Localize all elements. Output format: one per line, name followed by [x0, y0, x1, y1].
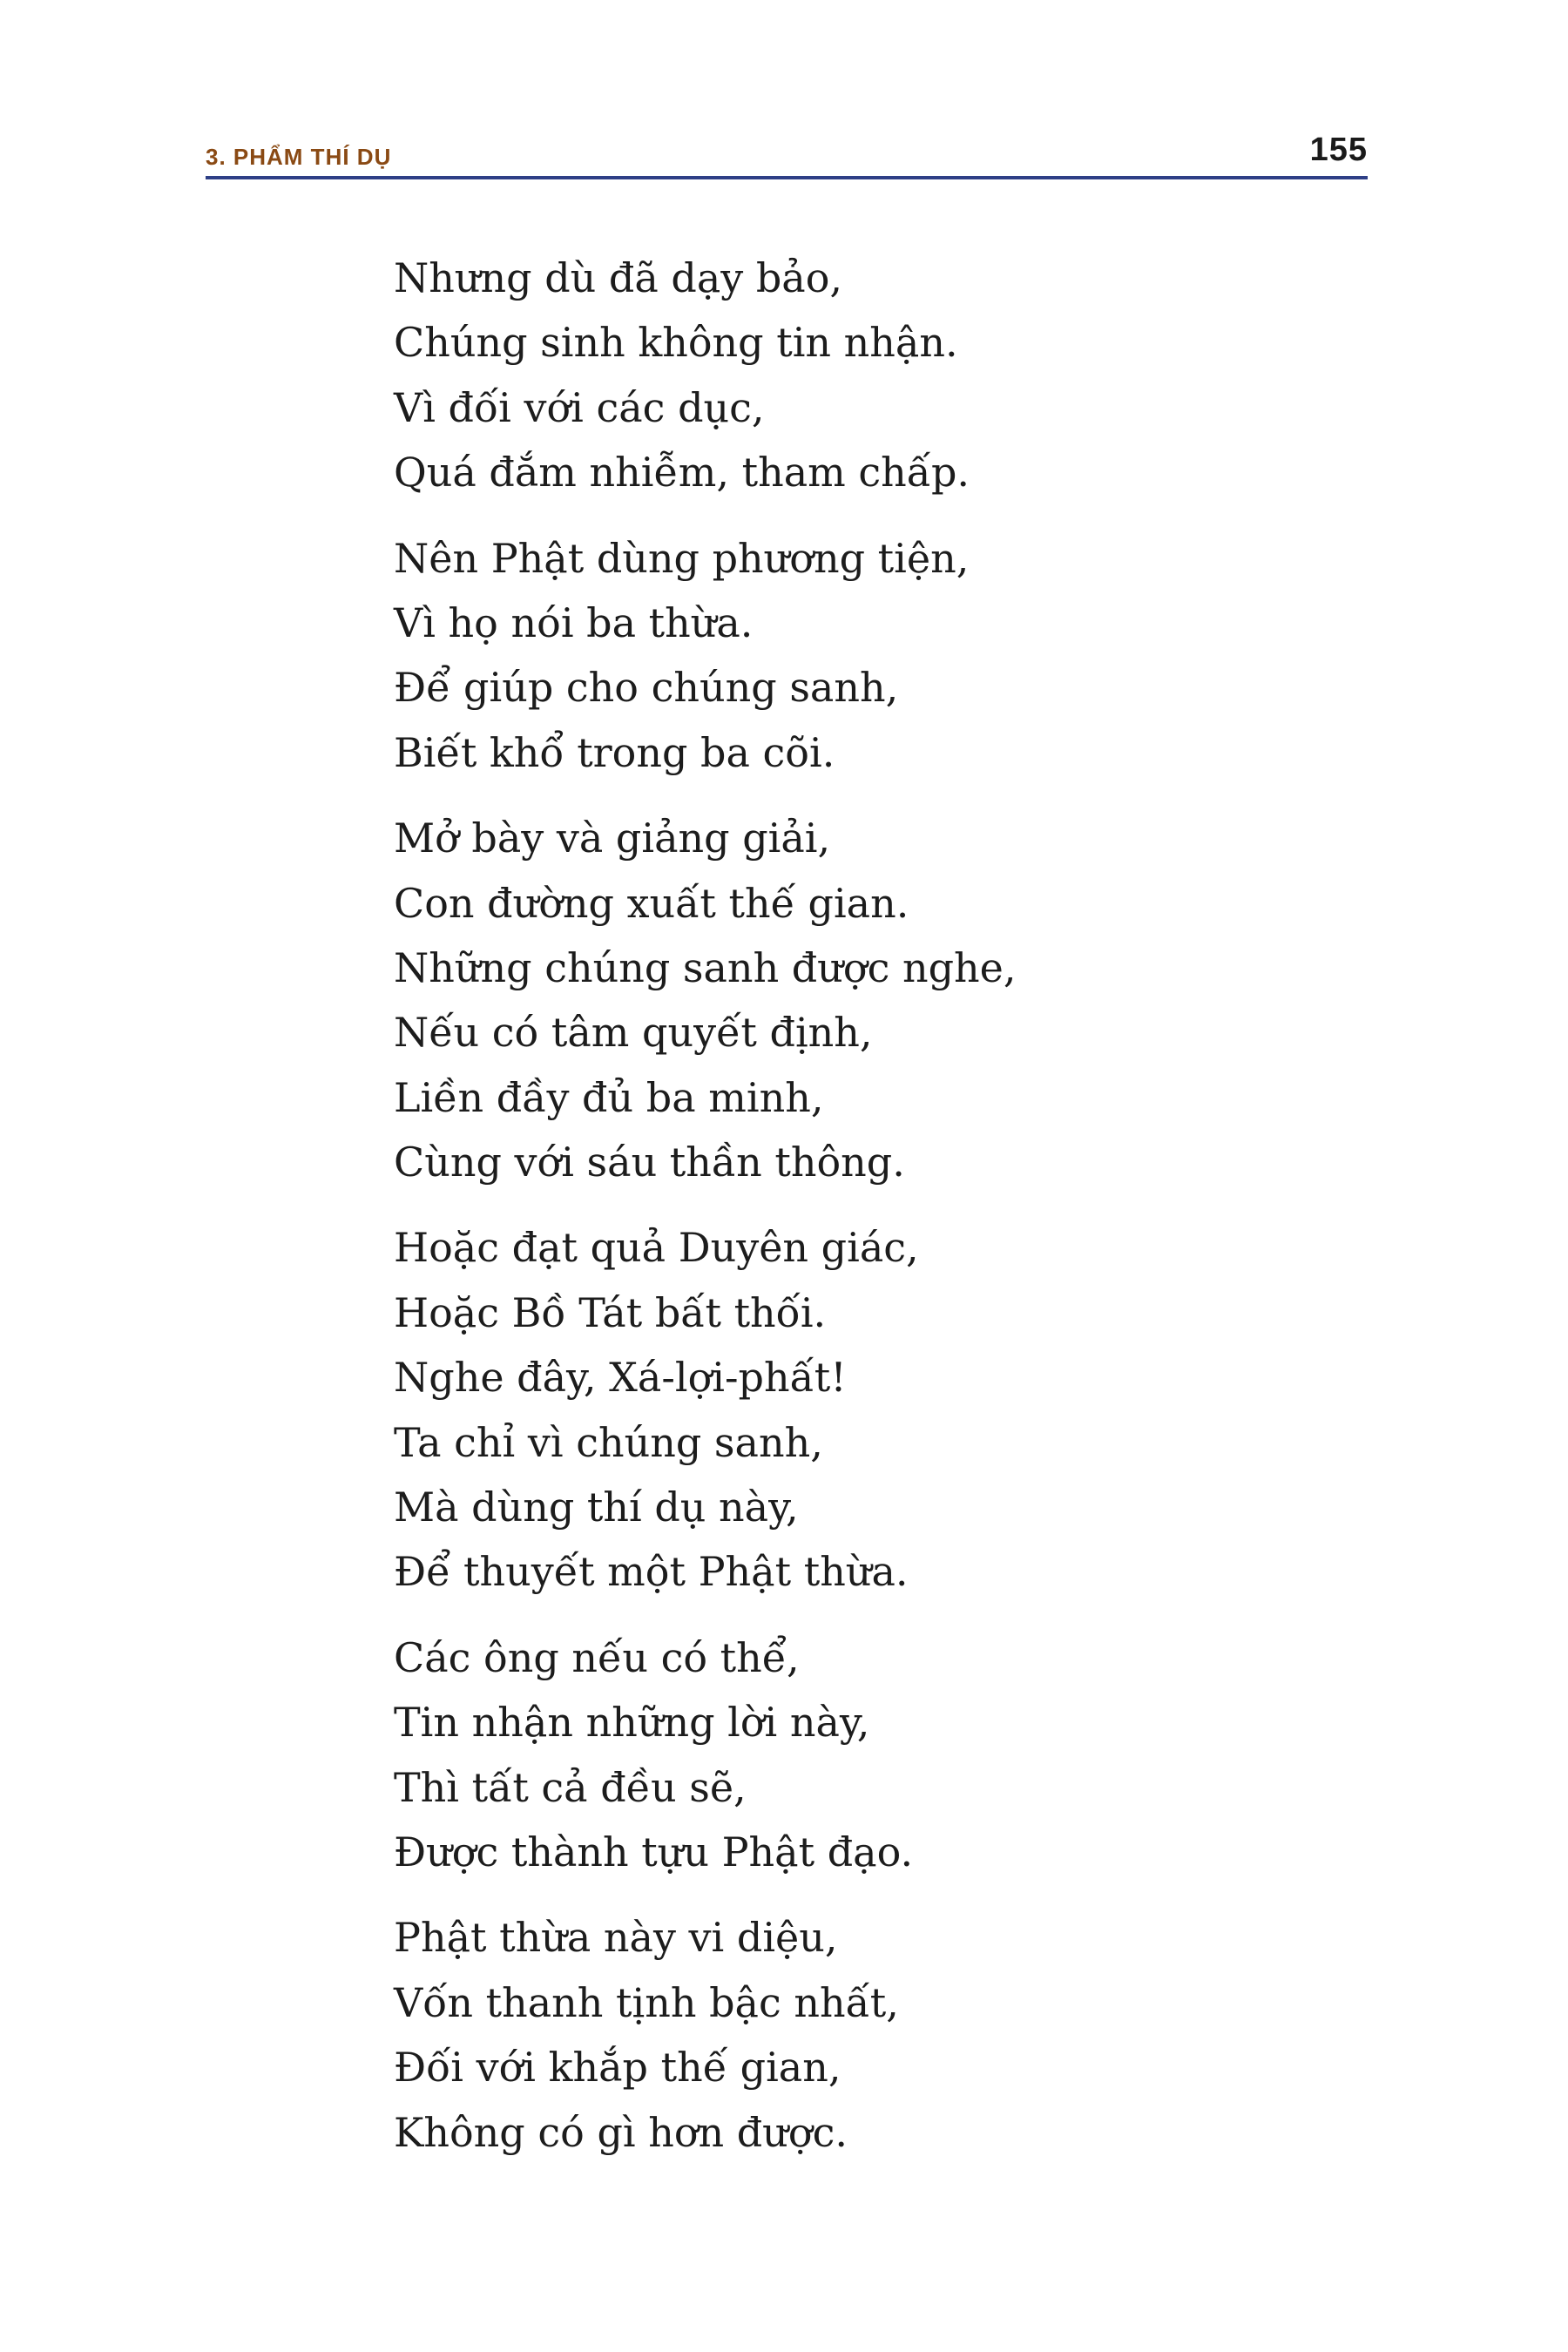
- poem-line: Biết khổ trong ba cõi.: [394, 728, 835, 776]
- poem-line: Thì tất cả đều sẽ,: [394, 1763, 747, 1811]
- poem-line: Con đường xuất thế gian.: [394, 879, 909, 927]
- poem-line: Quá đắm nhiễm, tham chấp.: [394, 449, 970, 497]
- poem-line: Tin nhận những lời này,: [394, 1699, 870, 1747]
- poem-line: Nhưng dù đã dạy bảo,: [394, 254, 843, 301]
- stanza-3: [394, 806, 1265, 1194]
- poem-line: Nếu có tâm quyết định,: [394, 1009, 873, 1057]
- poem-line: Vì họ nói ba thừa.: [394, 598, 754, 646]
- poem-line: Để giúp cho chúng sanh,: [394, 664, 899, 712]
- stanza-5: [394, 1625, 1265, 1885]
- poem-line: Mà dùng thí dụ này,: [394, 1484, 799, 1531]
- poem-line: Vốn thanh tịnh bậc nhất,: [394, 1978, 899, 2026]
- poem-line: Đối với khắp thế gian,: [394, 2044, 841, 2092]
- poem-line: Cùng với sáu thần thông.: [394, 1139, 905, 1186]
- poem-line: Nên Phật dùng phương tiện,: [394, 534, 970, 582]
- stanza-4: [394, 1215, 1265, 1604]
- poem: [394, 246, 1265, 2186]
- poem-line: Phật thừa này vi diệu,: [394, 1914, 838, 1962]
- stanza-1: [394, 246, 1265, 505]
- poem-line: Hoặc Bồ Tát bất thối.: [394, 1288, 827, 1336]
- poem-line: Hoặc đạt quả Duyên giác,: [394, 1224, 919, 1272]
- poem-line: Ta chỉ vì chúng sanh,: [394, 1418, 823, 1466]
- stanza-2: [394, 526, 1265, 786]
- header-rule: [206, 176, 1368, 179]
- poem-line: Được thành tựu Phật đạo.: [394, 1828, 914, 1876]
- poem-line: Các ông nếu có thể,: [394, 1633, 800, 1681]
- poem-line: Nghe đây, Xá-lợi-phất!: [394, 1354, 847, 1402]
- poem-line: Vì đối với các dục,: [394, 383, 765, 431]
- poem-line: Không có gì hơn được.: [394, 2108, 848, 2156]
- stanza-6: [394, 1905, 1265, 2165]
- page-number: 155: [1309, 132, 1368, 168]
- poem-line: Chúng sinh không tin nhận.: [394, 319, 958, 367]
- running-header: [206, 131, 1368, 179]
- poem-line: Liền đầy đủ ba minh,: [394, 1073, 824, 1121]
- poem-line: Để thuyết một Phật thừa.: [394, 1548, 909, 1596]
- poem-line: Mở bày và giảng giải,: [394, 814, 831, 862]
- chapter-title: 3. PHẨM THÍ DỤ: [206, 144, 392, 170]
- poem-line: Những chúng sanh được nghe,: [394, 943, 1017, 991]
